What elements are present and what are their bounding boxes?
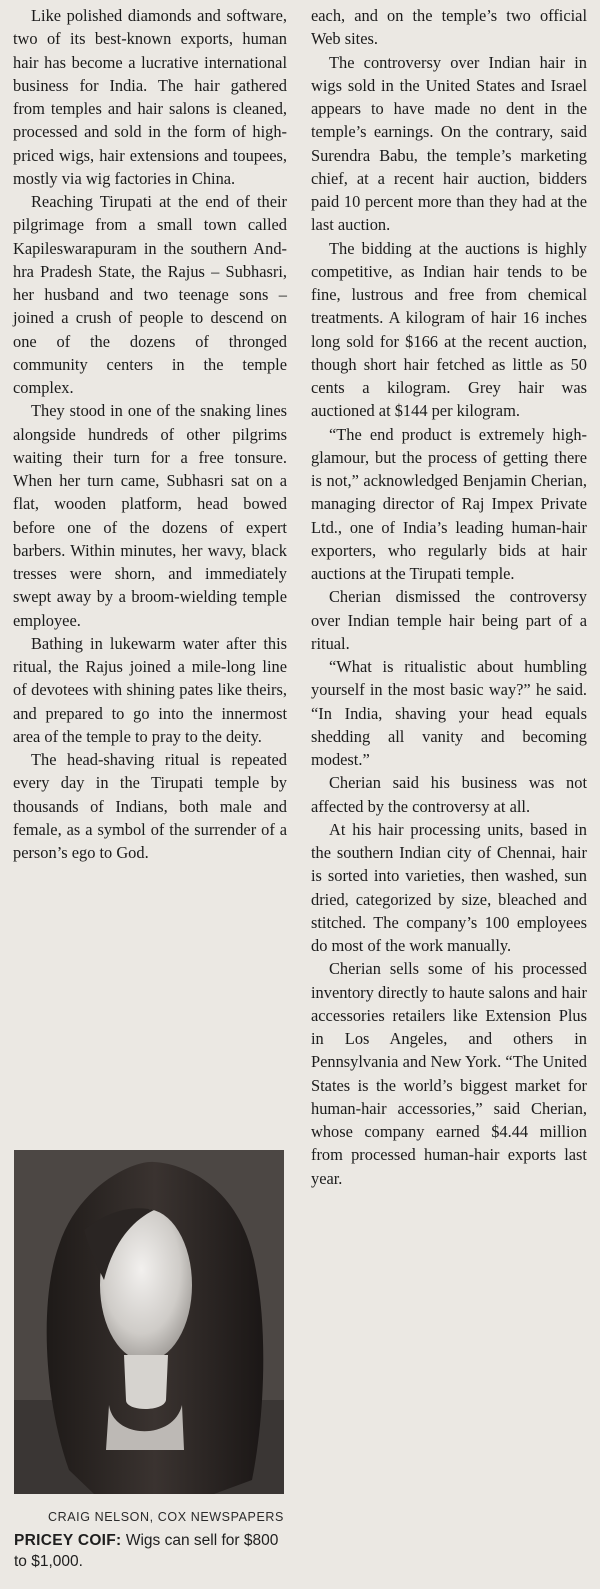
paragraph: “What is ritualistic about humbling yourself in the most basic way?” he said. “In India, shaving your head equals shedding all vanity and becoming modest.” bbox=[311, 657, 587, 769]
right-column bbox=[311, 4, 587, 1190]
paragraph: Reaching Tirupati at the end of their pilgrimage from a small town called Kapileswarapuram in the southern Andhra Pradesh State, the Rajus – Subhasri, her husband and two teenage sons – joined a crush of people to descend on one of the dozens of thronged community centers in the temple complex. bbox=[13, 192, 287, 397]
left-column bbox=[13, 4, 287, 864]
paragraph: Cherian sells some of his processed inventory directly to haute salons and hair accessories retailers like Extension Plus in Los Angeles, and others in Pennsylvania and New York. “The United States is the world’s biggest market for human-hair accessories,” said Cherian, whose company earned $4.44 million from processed human-hair exports last year. bbox=[311, 959, 587, 1188]
paragraph: Cherian said his business was not affected by the controversy at all. bbox=[311, 773, 587, 816]
caption-text: Wigs can sell for $800 to $1,000. bbox=[14, 1532, 279, 1570]
paragraph: The controversy over Indian hair in wigs sold in the United States and Israel appears to have made no dent in the temple’s earnings. On the contrary, said Surendra Babu, the temple’s marketing chief, at a recent hair auction, bidders paid 10 percent more than they had at the last auction. bbox=[311, 52, 587, 235]
paragraph: The head-shaving ritual is repeated every day in the Tirupati temple by thousands of Indians, both male and female, as a symbol of the surrender of a person’s ego to God. bbox=[13, 750, 287, 862]
paragraph: Bathing in lukewarm water after this ritual, the Rajus joined a mile-long line of devotees with shining pates like theirs, and prepared to go into the innermost area of the temple to pray to the deity. bbox=[13, 633, 287, 746]
photo-credit: CRAIG NELSON, COX NEWSPAPERS bbox=[47, 1510, 284, 1524]
paragraph: Cherian dismissed the controversy over Indian temple hair being part of a ritual. bbox=[311, 587, 587, 653]
paragraph: each, and on the temple’s two official Web sites. bbox=[311, 6, 587, 49]
paragraph: “The end product is extremely high-glamour, but the process of getting there is not,” acknowledged Benjamin Cherian, managing director of Raj Impex Private Ltd., one of India’s leading human-hair exporters, who regularly bids at hair auctions at the Tirupati temple. bbox=[311, 424, 587, 583]
wig-photo bbox=[14, 1150, 284, 1494]
photo-caption bbox=[14, 1530, 288, 1572]
paragraph: Like polished diamonds and software, two of its best-known exports, human hair has become a lucrative international business for India. The hair gathered from temples and hair salons is cleaned, processed and sold in the form of high-priced wigs, hair extensions and toupees, mostly via wig factories in China. bbox=[13, 6, 287, 188]
paragraph: The bidding at the auctions is highly competitive, as Indian hair tends to be fine, lustrous and free from chemical treatments. A kilogram of hair 16 inches long sold for $166 at the recent auction, though short hair fetched as little as 50 cents a kilogram. Grey hair was auctioned at $144 per kilogram. bbox=[311, 238, 587, 421]
paragraph: At his hair processing units, based in the southern Indian city of Chennai, hair is sorted into varieties, then washed, sun dried, categorized by size, bleached and stitched. The company’s 100 employees do most of the work manually. bbox=[311, 819, 587, 955]
paragraph: They stood in one of the snaking lines alongside hundreds of other pilgrims waiting their turn for a free tonsure. When her turn came, Subhasri sat on a flat, wooden platform, head bowed before one of the dozens of expert barbers. Within minutes, her wavy, black tresses were shorn, and immediately swept away by a broom-wielding temple employee. bbox=[13, 401, 287, 630]
caption-lead: PRICEY COIF: bbox=[14, 1532, 122, 1549]
